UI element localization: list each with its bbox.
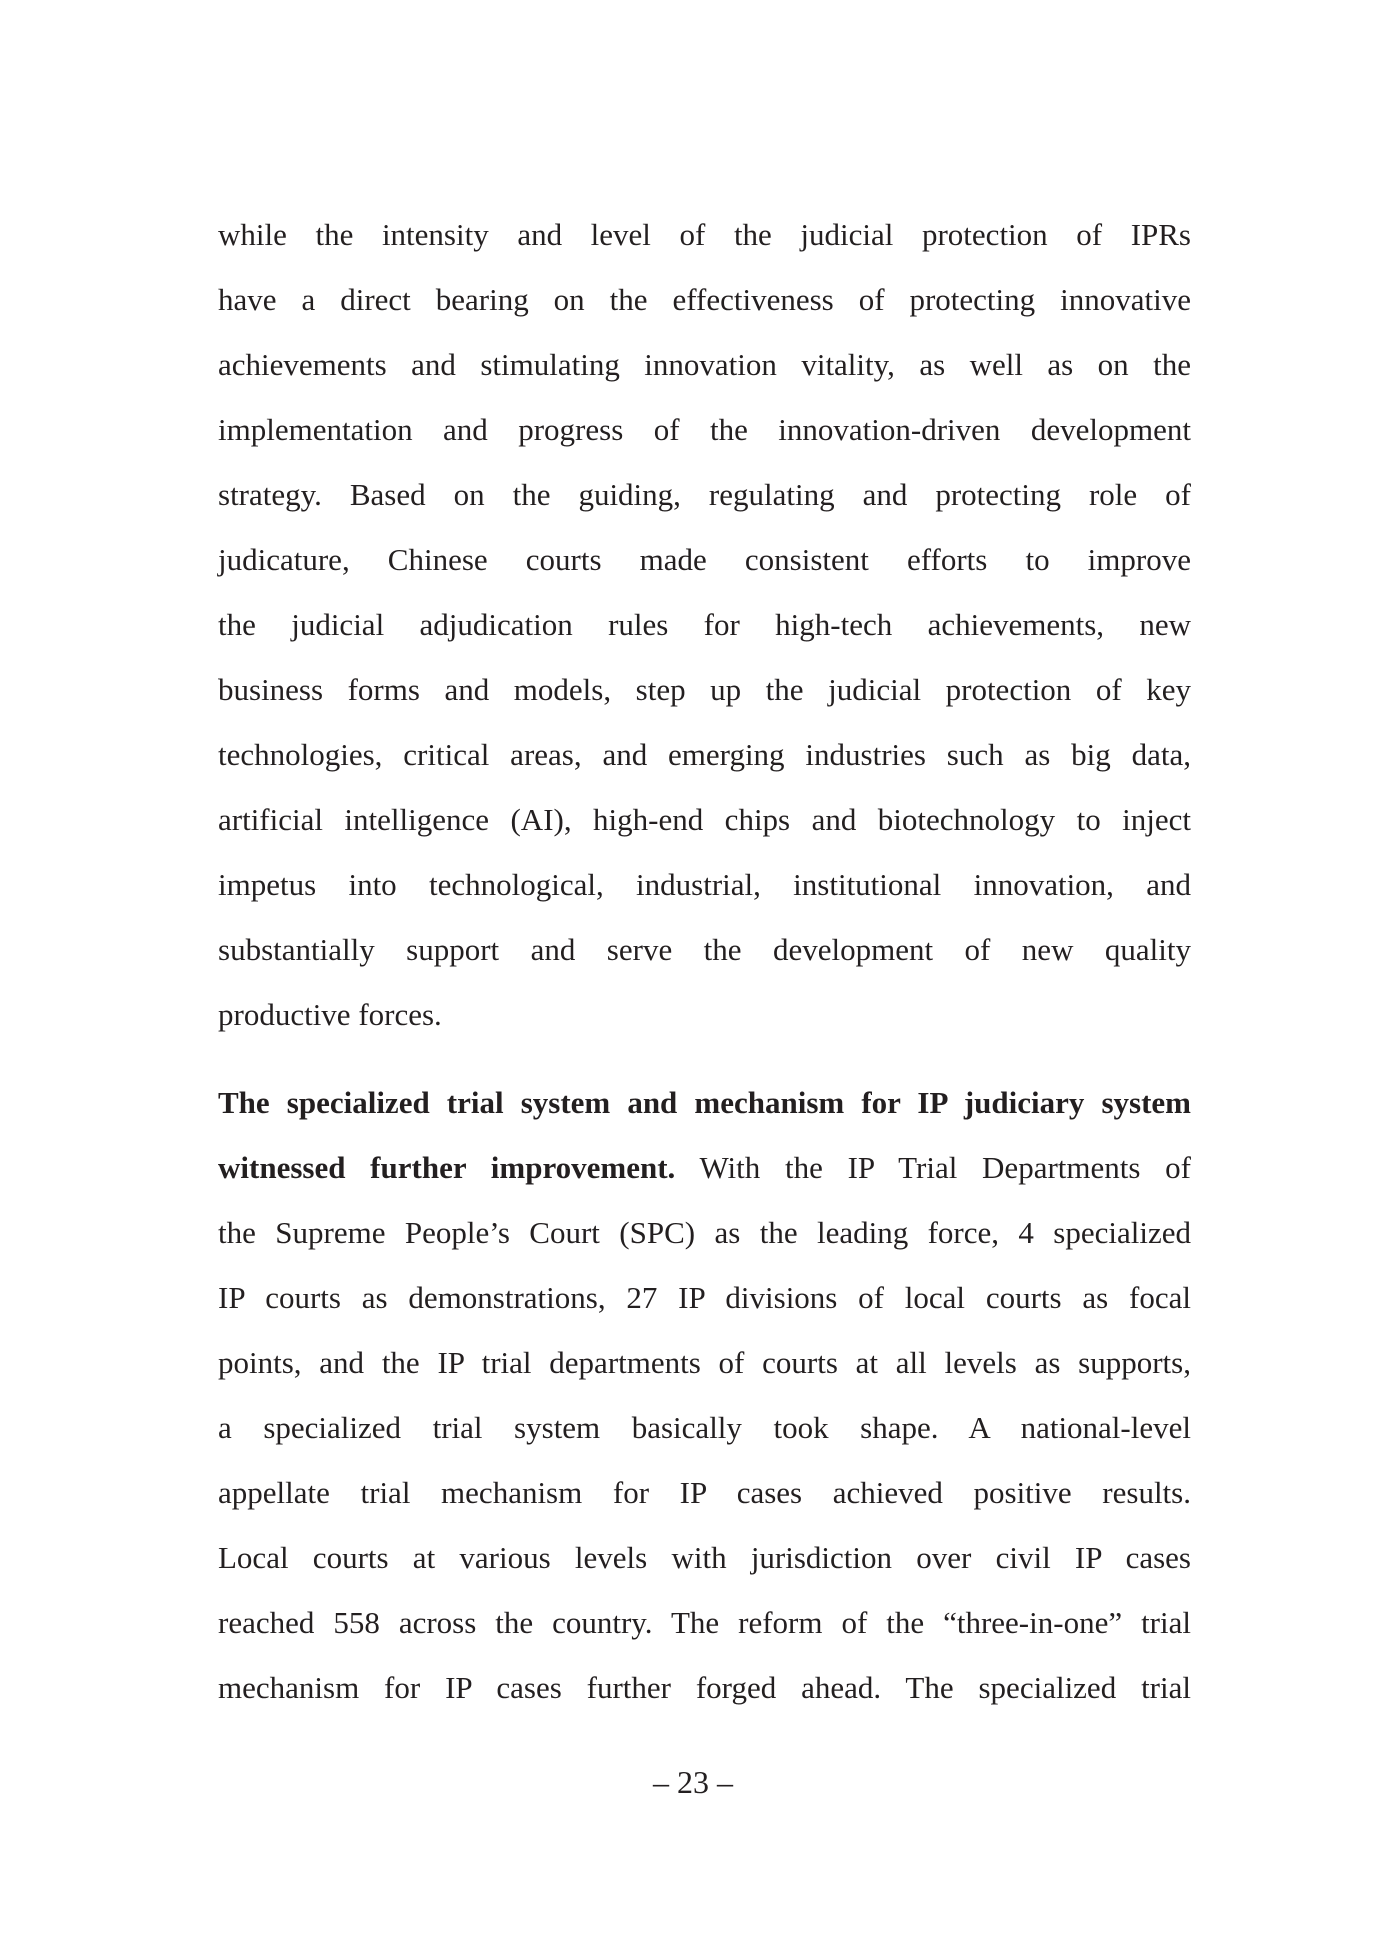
paragraph-specialized-trial-system [218,1070,1191,1720]
text-line: impetus into technological, industrial, institutional innovation, and [218,867,1191,902]
text-line: technologies, critical areas, and emerging industries such as big data, [218,737,1191,772]
text-line: achievements and stimulating innovation vitality, as well as on the [218,347,1191,382]
text-line: while the intensity and level of the judicial protection of IPRs [218,217,1191,252]
text-line: artificial intelligence (AI), high-end chips and biotechnology to inject [218,802,1191,837]
paragraph-heading: The specialized trial system and mechanism for IP judiciary system [218,1085,1191,1120]
page-number: – 23 – [653,1764,733,1800]
text-line: a specialized trial system basically took shape. A national-level [218,1410,1191,1445]
paragraph-heading-continued: witnessed further improvement. [218,1150,676,1185]
text-line: mechanism for IP cases further forged ahead. The specialized trial [218,1670,1191,1705]
text-line: reached 558 across the country. The reform of the “three-in-one” trial [218,1605,1191,1640]
paragraph-judicial-protection [218,202,1191,1047]
text-line: IP courts as demonstrations, 27 IP divisions of local courts as focal [218,1280,1191,1315]
text-line: judicature, Chinese courts made consistent efforts to improve [218,542,1191,577]
text-line: productive forces. [218,997,442,1032]
text-line: business forms and models, step up the judicial protection of key [218,672,1191,707]
text-line: substantially support and serve the development of new quality [218,932,1191,967]
text-line: points, and the IP trial departments of courts at all levels as supports, [218,1345,1191,1380]
text-line [218,1135,1191,1200]
text-line: strategy. Based on the guiding, regulating and protecting role of [218,477,1191,512]
text-line: the judicial adjudication rules for high-tech achievements, new [218,607,1191,642]
text-line: have a direct bearing on the effectiveness of protecting innovative [218,282,1191,317]
text-line: the Supreme People’s Court (SPC) as the leading force, 4 specialized [218,1215,1191,1250]
text-line: implementation and progress of the innovation-driven development [218,412,1191,447]
text-line: Local courts at various levels with jurisdiction over civil IP cases [218,1540,1191,1575]
text-line-continuation: With the IP Trial Departments of [675,1150,1191,1185]
text-line: appellate trial mechanism for IP cases achieved positive results. [218,1475,1191,1510]
